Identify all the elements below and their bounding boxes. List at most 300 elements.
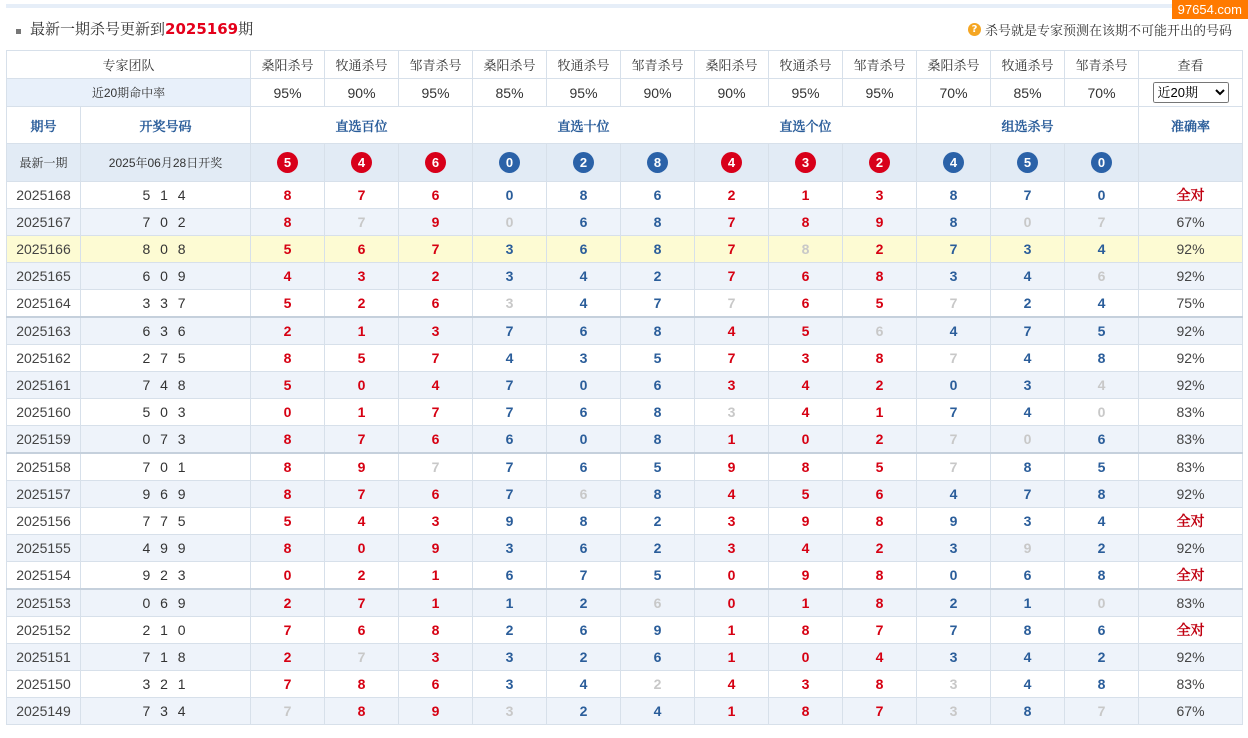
kill-number-value: 2 bbox=[875, 540, 884, 556]
kill-number bbox=[399, 617, 473, 644]
kill-number-value: 5 bbox=[801, 486, 810, 502]
kill-number-value: 8 bbox=[431, 622, 440, 638]
explanation-note bbox=[968, 20, 1232, 39]
kill-number-value: 2 bbox=[1097, 649, 1106, 665]
kill-number-value: 4 bbox=[579, 676, 588, 692]
kill-number-value: 4 bbox=[949, 486, 958, 502]
kill-number bbox=[325, 453, 399, 481]
kill-number bbox=[325, 317, 399, 345]
kill-number-value: 7 bbox=[283, 676, 292, 692]
kill-number bbox=[399, 698, 473, 725]
accuracy-cell bbox=[1139, 209, 1243, 236]
kill-number bbox=[991, 263, 1065, 290]
kill-number bbox=[547, 671, 621, 698]
hit-rate: 95% bbox=[251, 79, 325, 107]
kill-number bbox=[399, 453, 473, 481]
period-cell-value: 2025155 bbox=[16, 540, 71, 556]
accuracy-cell-value: 92% bbox=[1176, 649, 1205, 665]
kill-number-value: 7 bbox=[949, 622, 958, 638]
kill-number bbox=[695, 698, 769, 725]
expert-name: 牧通杀号 bbox=[547, 51, 621, 79]
draw-numbers-value: 5 1 4 bbox=[142, 187, 189, 203]
kill-number bbox=[325, 508, 399, 535]
kill-number bbox=[251, 290, 325, 318]
kill-number bbox=[473, 182, 547, 209]
draw-numbers bbox=[81, 508, 251, 535]
kill-number bbox=[695, 372, 769, 399]
kill-number bbox=[917, 481, 991, 508]
kill-number-value: 8 bbox=[875, 513, 884, 529]
period-cell bbox=[7, 617, 81, 644]
kill-number bbox=[991, 698, 1065, 725]
kill-number bbox=[991, 317, 1065, 345]
kill-number-value: 9 bbox=[653, 622, 662, 638]
kill-number bbox=[843, 426, 917, 454]
kill-number bbox=[399, 671, 473, 698]
kill-number-value: 3 bbox=[431, 649, 440, 665]
kill-number-value: 6 bbox=[579, 486, 588, 502]
accuracy-cell-value: 全对 bbox=[1176, 187, 1205, 203]
kill-number bbox=[1065, 209, 1139, 236]
history-row bbox=[7, 535, 1243, 562]
group-header-tens: 直选十位 bbox=[473, 107, 695, 144]
note-text: 杀号就是专家预测在该期不可能开出的号码 bbox=[984, 24, 1232, 39]
draw-numbers bbox=[81, 290, 251, 318]
kill-number bbox=[473, 236, 547, 263]
kill-number-value: 7 bbox=[505, 486, 514, 502]
kill-number-value: 7 bbox=[727, 241, 736, 257]
kill-number bbox=[991, 182, 1065, 209]
kill-number-value: 1 bbox=[727, 431, 736, 447]
kill-number-value: 8 bbox=[801, 241, 810, 257]
kill-number bbox=[769, 508, 843, 535]
kill-ball: 4 bbox=[721, 152, 742, 173]
kill-number-value: 1 bbox=[431, 567, 440, 583]
kill-number bbox=[769, 698, 843, 725]
kill-number bbox=[769, 399, 843, 426]
accuracy-cell-value: 67% bbox=[1176, 703, 1205, 719]
kill-number bbox=[473, 481, 547, 508]
kill-number bbox=[1065, 263, 1139, 290]
ball-cell bbox=[991, 144, 1065, 182]
accuracy-cell bbox=[1139, 589, 1243, 617]
range-select[interactable] bbox=[1153, 82, 1229, 103]
kill-number bbox=[325, 562, 399, 590]
kill-number-value: 9 bbox=[431, 703, 440, 719]
kill-number-value: 8 bbox=[1023, 703, 1032, 719]
accuracy-cell bbox=[1139, 399, 1243, 426]
kill-number bbox=[695, 345, 769, 372]
kill-ball: 5 bbox=[277, 152, 298, 173]
kill-number-value: 6 bbox=[431, 187, 440, 203]
period-cell-value: 2025167 bbox=[16, 214, 71, 230]
draw-numbers bbox=[81, 481, 251, 508]
kill-number bbox=[325, 182, 399, 209]
kill-number-value: 7 bbox=[875, 622, 884, 638]
kill-number-value: 3 bbox=[505, 649, 514, 665]
kill-number-value: 4 bbox=[431, 377, 440, 393]
kill-number-value: 9 bbox=[727, 459, 736, 475]
kill-number bbox=[917, 535, 991, 562]
kill-number bbox=[843, 617, 917, 644]
period-cell bbox=[7, 372, 81, 399]
kill-number-value: 0 bbox=[505, 214, 514, 230]
accuracy-cell-value: 83% bbox=[1176, 459, 1205, 475]
kill-number-value: 7 bbox=[357, 486, 366, 502]
kill-number bbox=[621, 426, 695, 454]
kill-number bbox=[917, 290, 991, 318]
ball-cell bbox=[473, 144, 547, 182]
history-row bbox=[7, 290, 1243, 318]
accuracy-cell-value: 67% bbox=[1176, 214, 1205, 230]
kill-number-value: 8 bbox=[653, 431, 662, 447]
draw-numbers-value: 9 6 9 bbox=[142, 486, 189, 502]
kill-number-value: 2 bbox=[579, 649, 588, 665]
kill-number-value: 4 bbox=[1097, 241, 1106, 257]
kill-number bbox=[473, 535, 547, 562]
kill-number bbox=[399, 508, 473, 535]
latest-row bbox=[7, 144, 1243, 182]
kill-number-value: 5 bbox=[875, 459, 884, 475]
kill-number bbox=[621, 698, 695, 725]
kill-number bbox=[843, 671, 917, 698]
kill-number-value: 2 bbox=[653, 676, 662, 692]
accuracy-cell bbox=[1139, 236, 1243, 263]
kill-number-value: 8 bbox=[1097, 486, 1106, 502]
kill-number-value: 4 bbox=[283, 268, 292, 284]
kill-number bbox=[917, 671, 991, 698]
kill-number bbox=[473, 617, 547, 644]
kill-number bbox=[695, 562, 769, 590]
hit-rate: 90% bbox=[621, 79, 695, 107]
kill-number-value: 5 bbox=[875, 295, 884, 311]
history-row bbox=[7, 508, 1243, 535]
history-row bbox=[7, 589, 1243, 617]
kill-number bbox=[917, 617, 991, 644]
kill-number bbox=[769, 209, 843, 236]
kill-number bbox=[251, 453, 325, 481]
period-cell-value: 2025153 bbox=[16, 595, 71, 611]
kill-number-value: 6 bbox=[801, 295, 810, 311]
kill-number-value: 9 bbox=[431, 540, 440, 556]
history-row bbox=[7, 481, 1243, 508]
kill-number bbox=[843, 345, 917, 372]
accuracy-cell-value: 92% bbox=[1176, 323, 1205, 339]
kill-number-value: 8 bbox=[357, 703, 366, 719]
kill-number-value: 2 bbox=[1097, 540, 1106, 556]
kill-number bbox=[843, 481, 917, 508]
kill-number-value: 1 bbox=[801, 595, 810, 611]
kill-number bbox=[399, 481, 473, 508]
kill-number-value: 6 bbox=[579, 241, 588, 257]
kill-number bbox=[695, 399, 769, 426]
draw-numbers-value: 4 9 9 bbox=[142, 540, 189, 556]
ball-cell bbox=[399, 144, 473, 182]
kill-number-value: 8 bbox=[949, 214, 958, 230]
kill-number-value: 8 bbox=[357, 676, 366, 692]
kill-number-value: 2 bbox=[1023, 295, 1032, 311]
accuracy-cell-value: 83% bbox=[1176, 404, 1205, 420]
kill-number-value: 8 bbox=[1097, 676, 1106, 692]
draw-numbers bbox=[81, 617, 251, 644]
view-label: 查看 bbox=[1139, 51, 1243, 79]
kill-number-value: 6 bbox=[653, 649, 662, 665]
group-header-hundreds: 直选百位 bbox=[251, 107, 473, 144]
kill-number-value: 6 bbox=[357, 241, 366, 257]
kill-number bbox=[399, 399, 473, 426]
kill-number bbox=[473, 209, 547, 236]
accuracy-cell-value: 83% bbox=[1176, 676, 1205, 692]
accuracy-cell-value: 92% bbox=[1176, 377, 1205, 393]
kill-number-value: 3 bbox=[801, 676, 810, 692]
kill-number-value: 9 bbox=[801, 567, 810, 583]
column-header-row bbox=[7, 107, 1243, 144]
kill-number bbox=[473, 589, 547, 617]
kill-ball: 0 bbox=[1091, 152, 1112, 173]
kill-number-value: 4 bbox=[505, 350, 514, 366]
kill-number bbox=[843, 317, 917, 345]
kill-number-value: 8 bbox=[801, 459, 810, 475]
kill-number bbox=[399, 535, 473, 562]
kill-number bbox=[1065, 508, 1139, 535]
kill-number bbox=[621, 508, 695, 535]
period-cell-value: 2025157 bbox=[16, 486, 71, 502]
kill-number bbox=[251, 263, 325, 290]
ball-cell bbox=[695, 144, 769, 182]
kill-number bbox=[547, 317, 621, 345]
kill-number-value: 4 bbox=[653, 703, 662, 719]
kill-number bbox=[1065, 372, 1139, 399]
kill-number bbox=[1065, 535, 1139, 562]
kill-number bbox=[769, 372, 843, 399]
period-cell bbox=[7, 399, 81, 426]
history-row bbox=[7, 399, 1243, 426]
period-cell bbox=[7, 182, 81, 209]
team-row bbox=[7, 51, 1243, 79]
kill-number bbox=[991, 508, 1065, 535]
kill-number-value: 0 bbox=[801, 649, 810, 665]
kill-number-value: 1 bbox=[431, 595, 440, 611]
kill-number bbox=[473, 671, 547, 698]
history-row bbox=[7, 671, 1243, 698]
kill-number bbox=[547, 263, 621, 290]
kill-number bbox=[769, 345, 843, 372]
kill-number-value: 7 bbox=[1023, 323, 1032, 339]
kill-number bbox=[917, 399, 991, 426]
kill-number bbox=[473, 372, 547, 399]
draw-numbers bbox=[81, 345, 251, 372]
kill-number-value: 6 bbox=[1097, 622, 1106, 638]
kill-number bbox=[1065, 481, 1139, 508]
accuracy-cell-value: 75% bbox=[1176, 295, 1205, 311]
draw-numbers-value: 3 3 7 bbox=[142, 295, 189, 311]
kill-ball: 8 bbox=[647, 152, 668, 173]
kill-number-value: 7 bbox=[357, 214, 366, 230]
kill-number bbox=[695, 236, 769, 263]
kill-number-value: 8 bbox=[283, 459, 292, 475]
kill-number-value: 7 bbox=[1097, 703, 1106, 719]
accuracy-cell bbox=[1139, 508, 1243, 535]
kill-number bbox=[621, 345, 695, 372]
period-cell-value: 2025161 bbox=[16, 377, 71, 393]
accuracy-cell bbox=[1139, 644, 1243, 671]
accuracy-cell bbox=[1139, 453, 1243, 481]
kill-number-value: 7 bbox=[505, 459, 514, 475]
draw-numbers bbox=[81, 182, 251, 209]
kill-number-value: 1 bbox=[801, 187, 810, 203]
draw-numbers-value: 8 0 8 bbox=[142, 241, 189, 257]
kill-number bbox=[843, 399, 917, 426]
kill-number bbox=[695, 317, 769, 345]
kill-number bbox=[547, 345, 621, 372]
period-cell-value: 2025158 bbox=[16, 459, 71, 475]
accuracy-header: 准确率 bbox=[1139, 107, 1243, 144]
period-cell bbox=[7, 317, 81, 345]
kill-number bbox=[917, 644, 991, 671]
bullet-icon bbox=[16, 29, 21, 34]
kill-number bbox=[399, 345, 473, 372]
draw-numbers-value: 2 7 5 bbox=[142, 350, 189, 366]
period-cell bbox=[7, 698, 81, 725]
kill-number bbox=[769, 644, 843, 671]
kill-number bbox=[547, 589, 621, 617]
kill-number-value: 9 bbox=[431, 214, 440, 230]
kill-number bbox=[621, 481, 695, 508]
kill-number-value: 6 bbox=[1097, 431, 1106, 447]
kill-number-value: 1 bbox=[727, 622, 736, 638]
expert-name: 牧通杀号 bbox=[325, 51, 399, 79]
kill-number-value: 3 bbox=[949, 268, 958, 284]
kill-number bbox=[251, 399, 325, 426]
kill-number-value: 4 bbox=[357, 513, 366, 529]
kill-number bbox=[251, 562, 325, 590]
kill-number bbox=[473, 698, 547, 725]
kill-number-value: 2 bbox=[653, 268, 662, 284]
kill-number-value: 8 bbox=[283, 350, 292, 366]
kill-number-value: 0 bbox=[1097, 595, 1106, 611]
kill-number bbox=[325, 236, 399, 263]
latest-accuracy bbox=[1139, 144, 1243, 182]
accuracy-cell bbox=[1139, 535, 1243, 562]
kill-number-value: 4 bbox=[1097, 377, 1106, 393]
kill-number-value: 1 bbox=[727, 703, 736, 719]
kill-number bbox=[473, 317, 547, 345]
draw-numbers bbox=[81, 317, 251, 345]
kill-number bbox=[917, 589, 991, 617]
kill-number-value: 7 bbox=[505, 404, 514, 420]
kill-number bbox=[325, 209, 399, 236]
expert-name: 邹青杀号 bbox=[621, 51, 695, 79]
kill-number bbox=[991, 209, 1065, 236]
kill-number bbox=[1065, 426, 1139, 454]
kill-number-value: 7 bbox=[431, 459, 440, 475]
question-icon: ? bbox=[968, 23, 981, 36]
kill-number bbox=[991, 589, 1065, 617]
kill-number bbox=[843, 644, 917, 671]
kill-number bbox=[621, 589, 695, 617]
kill-number-value: 8 bbox=[949, 187, 958, 203]
kill-number bbox=[1065, 453, 1139, 481]
kill-number bbox=[917, 426, 991, 454]
period-cell bbox=[7, 290, 81, 318]
kill-ball: 2 bbox=[869, 152, 890, 173]
kill-number-value: 7 bbox=[357, 595, 366, 611]
kill-number-value: 5 bbox=[1097, 323, 1106, 339]
period-cell-value: 2025151 bbox=[16, 649, 71, 665]
period-cell bbox=[7, 236, 81, 263]
kill-number-value: 8 bbox=[875, 350, 884, 366]
kill-number-value: 4 bbox=[1023, 268, 1032, 284]
kill-number bbox=[621, 535, 695, 562]
period-cell bbox=[7, 426, 81, 454]
kill-number-value: 2 bbox=[875, 377, 884, 393]
kill-number-value: 4 bbox=[1023, 350, 1032, 366]
kill-number bbox=[473, 345, 547, 372]
kill-number bbox=[325, 399, 399, 426]
kill-number-value: 9 bbox=[357, 459, 366, 475]
kill-number bbox=[547, 617, 621, 644]
kill-number bbox=[769, 617, 843, 644]
period-cell-value: 2025154 bbox=[16, 567, 71, 583]
kill-number-value: 2 bbox=[357, 295, 366, 311]
kill-number-value: 7 bbox=[1023, 187, 1032, 203]
hit-rate: 95% bbox=[547, 79, 621, 107]
accuracy-cell-value: 92% bbox=[1176, 540, 1205, 556]
kill-number bbox=[251, 209, 325, 236]
draw-numbers bbox=[81, 589, 251, 617]
kill-number-value: 5 bbox=[357, 350, 366, 366]
kill-number bbox=[769, 263, 843, 290]
accuracy-cell-value: 83% bbox=[1176, 431, 1205, 447]
period-cell bbox=[7, 209, 81, 236]
ball-cell bbox=[843, 144, 917, 182]
accuracy-cell bbox=[1139, 290, 1243, 318]
draw-numbers-value: 9 2 3 bbox=[142, 567, 189, 583]
kill-number-value: 0 bbox=[1023, 214, 1032, 230]
kill-number-value: 7 bbox=[727, 268, 736, 284]
kill-number-value: 3 bbox=[431, 323, 440, 339]
kill-number bbox=[325, 698, 399, 725]
history-row bbox=[7, 317, 1243, 345]
kill-number bbox=[769, 182, 843, 209]
kill-number-value: 4 bbox=[875, 649, 884, 665]
history-row bbox=[7, 562, 1243, 590]
kill-number-value: 8 bbox=[1023, 459, 1032, 475]
kill-number-value: 2 bbox=[653, 513, 662, 529]
draw-numbers-value: 7 0 1 bbox=[142, 459, 189, 475]
kill-number-value: 7 bbox=[357, 431, 366, 447]
group-header-units: 直选个位 bbox=[695, 107, 917, 144]
kill-number bbox=[695, 671, 769, 698]
kill-number bbox=[325, 481, 399, 508]
kill-number-value: 7 bbox=[727, 295, 736, 311]
history-row bbox=[7, 698, 1243, 725]
kill-number-value: 8 bbox=[653, 323, 662, 339]
kill-number-value: 8 bbox=[283, 187, 292, 203]
kill-number bbox=[473, 290, 547, 318]
kill-number-value: 2 bbox=[431, 268, 440, 284]
kill-number-value: 8 bbox=[1097, 350, 1106, 366]
period-cell bbox=[7, 562, 81, 590]
accuracy-cell bbox=[1139, 426, 1243, 454]
kill-number bbox=[251, 481, 325, 508]
kill-number-value: 4 bbox=[579, 295, 588, 311]
kill-number-value: 6 bbox=[653, 187, 662, 203]
kill-number bbox=[325, 372, 399, 399]
kill-number bbox=[547, 508, 621, 535]
kill-number-value: 4 bbox=[1023, 676, 1032, 692]
kill-number-value: 3 bbox=[949, 540, 958, 556]
